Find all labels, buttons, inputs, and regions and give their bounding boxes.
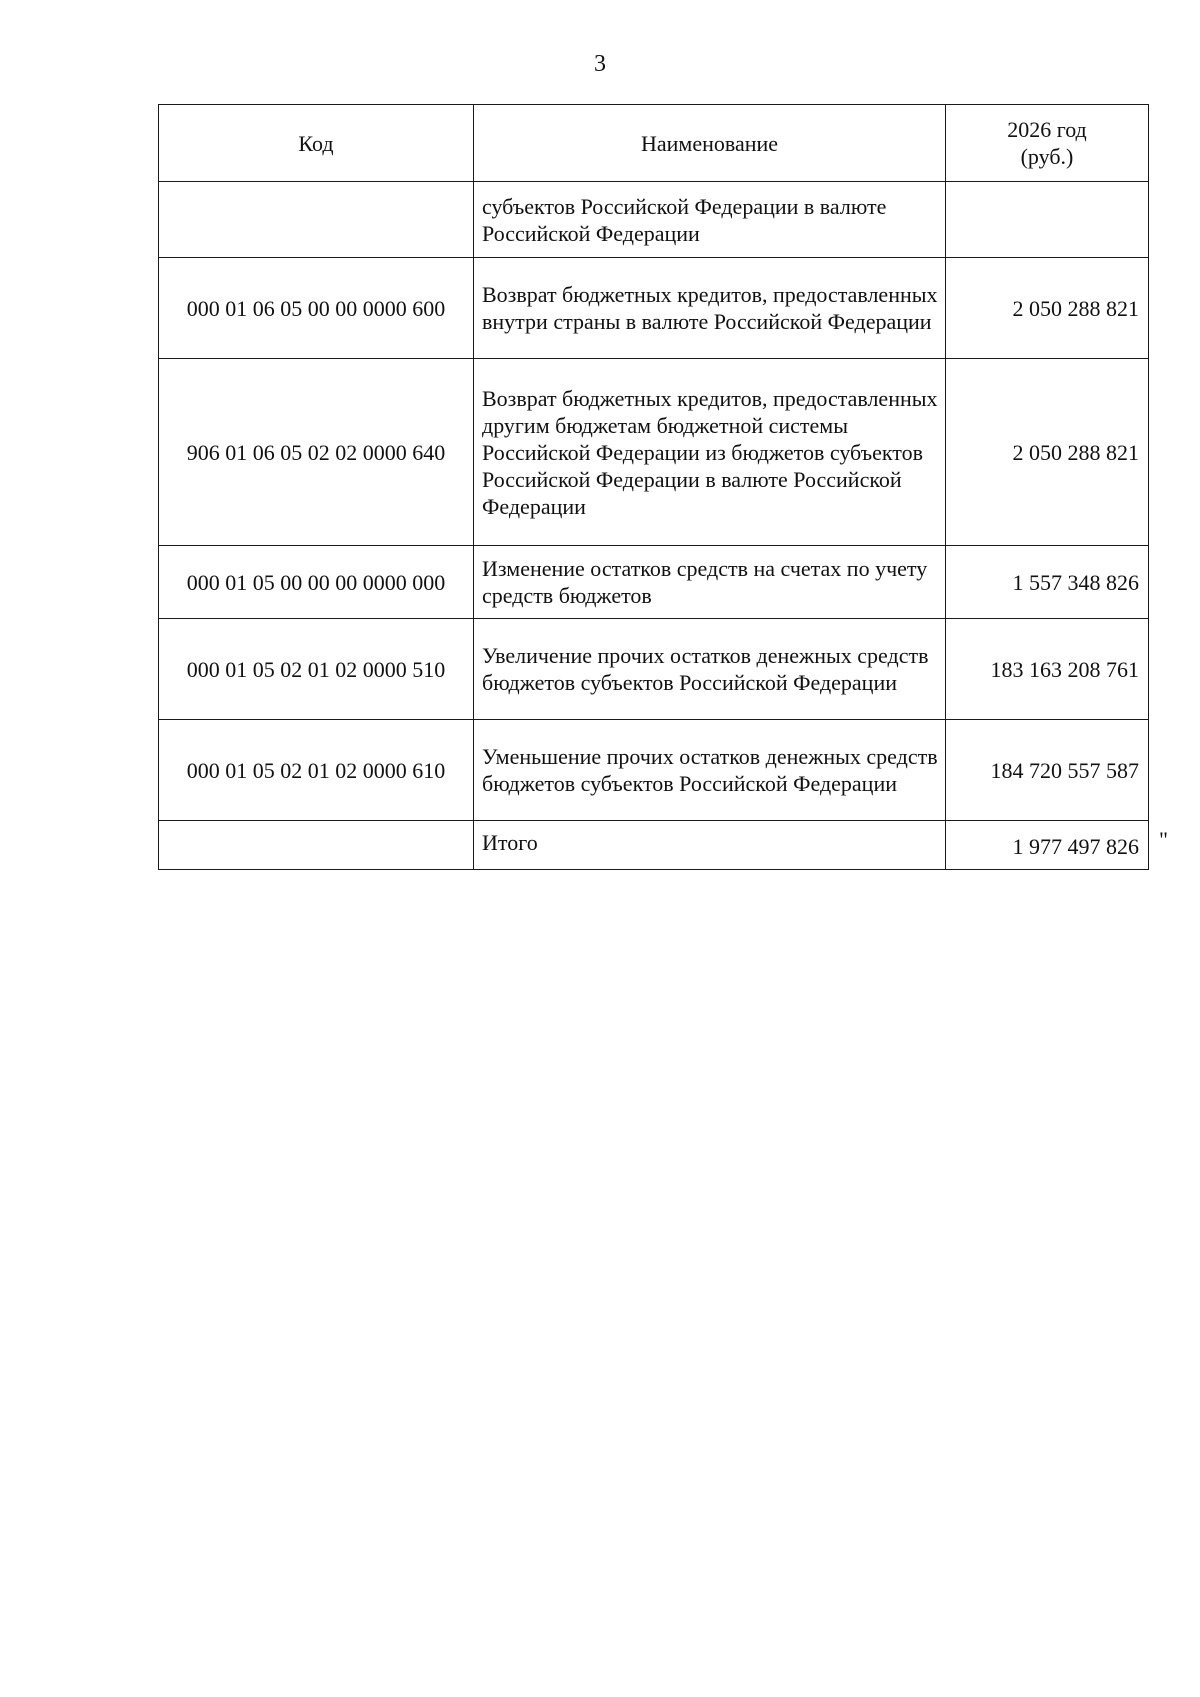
table-row bbox=[159, 720, 1149, 821]
row-code: 000 01 05 00 00 00 0000 000 bbox=[159, 546, 474, 619]
row-code bbox=[159, 182, 474, 258]
row-name: Возврат бюджетных кредитов, предоставленных другим бюджетам бюджетной системы Российской Федерации из бюджетов субъектов Российской Федерации в валюте Российской Федерации bbox=[474, 359, 946, 546]
row-sum bbox=[946, 182, 1149, 258]
header-year-unit: (руб.) bbox=[1020, 144, 1074, 169]
closing-quote-mark: " bbox=[1159, 827, 1168, 852]
row-code: 000 01 05 02 01 02 0000 510 bbox=[159, 619, 474, 720]
row-code: 000 01 05 02 01 02 0000 610 bbox=[159, 720, 474, 821]
row-code: 906 01 06 05 02 02 0000 640 bbox=[159, 359, 474, 546]
row-name: Уменьшение прочих остатков денежных средств бюджетов субъектов Российской Федерации bbox=[474, 720, 946, 821]
row-sum: 184 720 557 587 bbox=[946, 720, 1149, 821]
row-name: Итого bbox=[474, 821, 946, 870]
row-sum: 1 557 348 826 bbox=[946, 546, 1149, 619]
table-row bbox=[159, 182, 1149, 258]
table-row bbox=[159, 619, 1149, 720]
table-row bbox=[159, 359, 1149, 546]
table-row bbox=[159, 258, 1149, 359]
row-sum: 2 050 288 821 bbox=[946, 359, 1149, 546]
row-name: Возврат бюджетных кредитов, предоставленных внутри страны в валюте Российской Федерации bbox=[474, 258, 946, 359]
header-code: Код bbox=[159, 105, 474, 182]
row-name: Увеличение прочих остатков денежных средств бюджетов субъектов Российской Федерации bbox=[474, 619, 946, 720]
table-row bbox=[159, 546, 1149, 619]
row-sum: 183 163 208 761 bbox=[946, 619, 1149, 720]
row-code: 000 01 06 05 00 00 0000 600 bbox=[159, 258, 474, 359]
row-name: Изменение остатков средств на счетах по учету средств бюджетов bbox=[474, 546, 946, 619]
header-year-label: 2026 год bbox=[1007, 117, 1087, 142]
row-sum: 2 050 288 821 bbox=[946, 258, 1149, 359]
budget-sources-table bbox=[158, 104, 1149, 870]
row-name: субъектов Российской Федерации в валюте Российской Федерации bbox=[474, 182, 946, 258]
table-header-row bbox=[159, 105, 1149, 182]
page-number: 3 bbox=[594, 51, 606, 77]
row-sum: 1 977 497 826 bbox=[946, 821, 1149, 870]
row-code bbox=[159, 821, 474, 870]
table-row-total bbox=[159, 821, 1149, 870]
header-year bbox=[946, 105, 1149, 182]
header-name: Наименование bbox=[474, 105, 946, 182]
